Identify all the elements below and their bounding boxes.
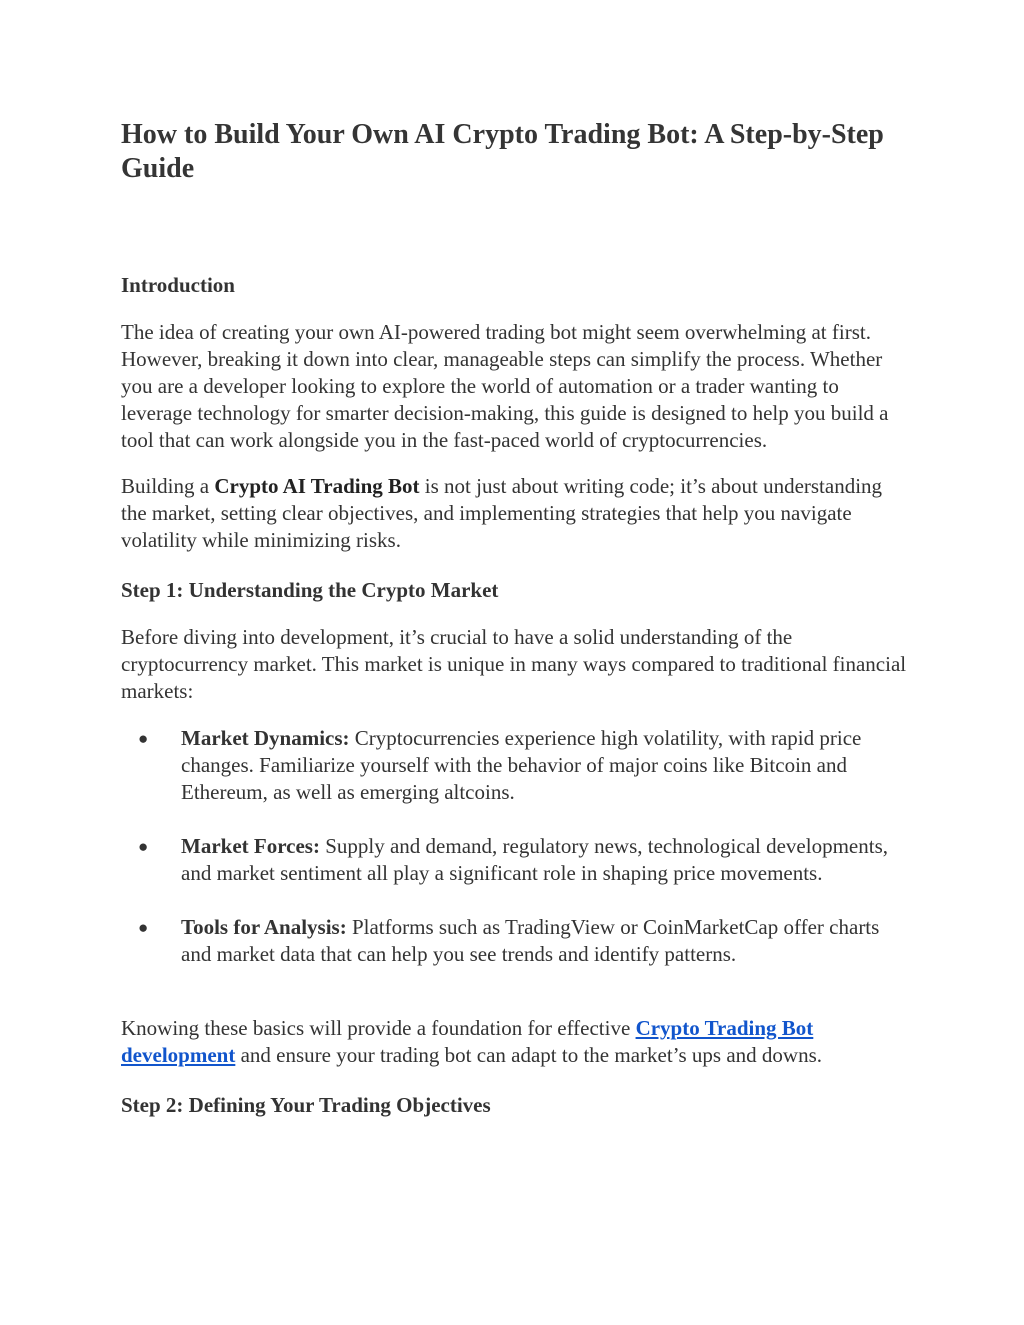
- market-bullet-list: [121, 725, 911, 968]
- step1-paragraph: Before diving into development, it’s crucial to have a solid understanding of the cryptocurrency market. This market is unique in many ways compared to traditional financial markets:: [121, 625, 907, 703]
- bullet-icon: ●: [138, 837, 149, 856]
- list-item: [121, 725, 911, 806]
- building-paragraph-start: Building a: [121, 474, 215, 498]
- knowing-paragraph-end: and ensure your trading bot can adapt to the market’s ups and downs.: [235, 1043, 823, 1067]
- list-item: [121, 833, 911, 887]
- bullet-label: Market Forces:: [181, 834, 320, 858]
- bullet-text: Supply and demand, regulatory news, technological developments, and market sentiment all play a significant role in shaping price movements.: [181, 834, 888, 885]
- intro-paragraph: The idea of creating your own AI-powered trading bot might seem overwhelming at first. However, breaking it down into clear, manageable steps can simplify the process. Whether you are a developer looking to explore the world of automation or a trader wanting to leverage technology for smarter decision-making, this guide is designed to help you build a tool that can work alongside you in the fast-paced world of cryptocurrencies.: [121, 320, 889, 452]
- bullet-icon: ●: [138, 918, 149, 937]
- knowing-paragraph: [121, 1015, 911, 1069]
- list-item: [121, 914, 911, 968]
- bullet-text: Platforms such as TradingView or CoinMarketCap offer charts and market data that can help you see trends and identify patterns.: [181, 915, 880, 966]
- document-page: [121, 118, 911, 1119]
- bullet-label: Tools for Analysis:: [181, 915, 347, 939]
- building-paragraph: [121, 473, 911, 554]
- step1-heading: Step 1: Understanding the Crypto Market: [121, 578, 499, 602]
- introduction-heading: Introduction: [121, 273, 235, 297]
- bullet-text: Cryptocurrencies experience high volatility, with rapid price changes. Familiarize yourself with the behavior of major coins like Bitcoin and Ethereum, as well as emerging altcoins.: [181, 726, 862, 804]
- building-paragraph-end: is not just about writing code; it’s about understanding the market, setting clear objectives, and implementing strategies that help you navigate volatility while minimizing risks.: [121, 474, 883, 552]
- building-paragraph-bold: Crypto AI Trading Bot: [214, 474, 420, 498]
- bullet-label: Market Dynamics:: [181, 726, 350, 750]
- bullet-icon: ●: [138, 729, 149, 748]
- page-title: How to Build Your Own AI Crypto Trading Bot: A Step-by-Step Guide: [121, 119, 884, 184]
- knowing-paragraph-start: Knowing these basics will provide a foundation for effective: [121, 1016, 636, 1040]
- step2-heading: Step 2: Defining Your Trading Objectives: [121, 1093, 491, 1117]
- crypto-trading-bot-development-link[interactable]: Crypto Trading Bot development: [121, 1016, 814, 1067]
